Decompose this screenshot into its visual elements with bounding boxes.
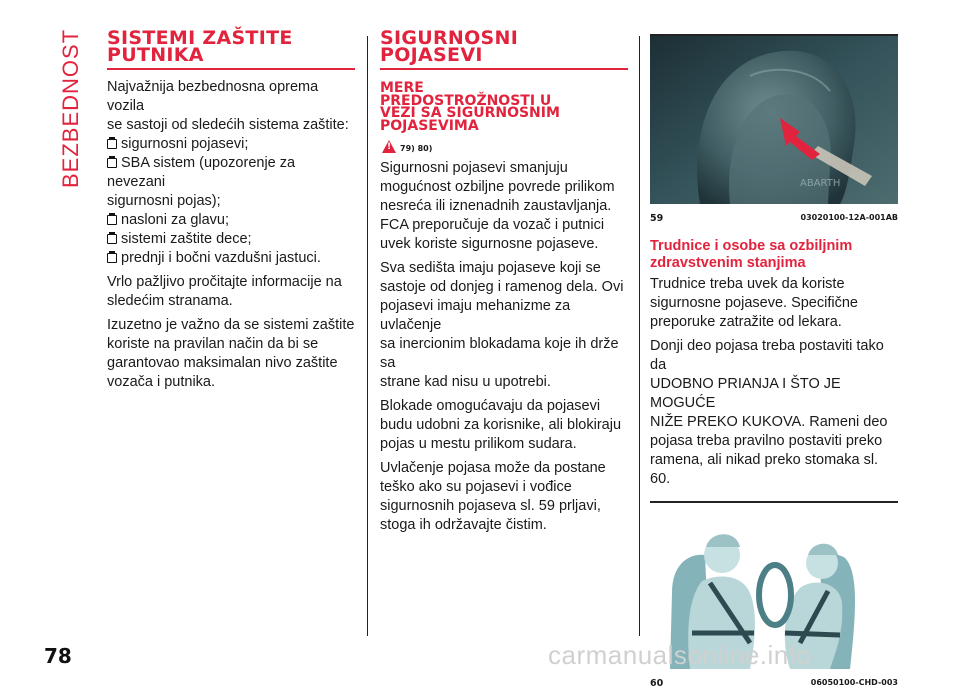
figure-59-caption: 59 03020100-12A-001AB: [650, 213, 898, 224]
subheading-seat-belt-precautions: MERE PREDOSTROŽNOSTI U VEZI SA SIGURNOSNIM POJASEVIMA: [380, 80, 560, 134]
seat-photo-illustration: [650, 36, 898, 204]
column-pregnant-women: [650, 34, 898, 689]
paragraph: Vrlo pažljivo pročitajte informacije na sledećim stranama.: [107, 274, 342, 309]
heading-seat-belts: SIGURNOSNI POJASEVI: [380, 30, 628, 70]
list-item: prednji i bočni vazdušni jastuci.: [107, 249, 355, 268]
page-number: 78: [44, 644, 72, 668]
bullet-icon: [107, 139, 117, 149]
section-side-label: BEZBEDNOST: [58, 28, 83, 188]
seat-belt-guide-photo: [650, 36, 898, 204]
paragraph: Izuzetno je važno da se sistemi zaštite koriste na pravilan način da bi se garantovao maksimalan nivo zaštite vozača i putnika.: [107, 317, 355, 390]
bullet-icon: [107, 253, 117, 263]
paragraph: Uvlačenje pojasa može da postane teško ako su pojasevi i vođice sigurnosnih pojaseva sl. 59 prljavi, stoga ih održavajte čistim.: [380, 460, 606, 533]
seat-logo-mark: ABARTH: [800, 178, 841, 189]
paragraph: Trudnice treba uvek da koriste sigurnosne pojaseve. Specifične preporuke zatražite od lekara.: [650, 276, 858, 330]
paragraph: Blokade omogućavaju da pojasevi budu udobni za korisnike, ali blokiraju pojas u mestu prilikom sudara.: [380, 398, 622, 452]
intro-paragraph: Najvažnija bezbednosna oprema vozila se sastoji od sledećih sistema zaštite:: [107, 79, 349, 133]
warning-triangle-icon: [382, 140, 396, 153]
list-item: sistemi zaštite dece;: [107, 230, 355, 249]
bullet-icon: [107, 215, 117, 225]
bullet-icon: [107, 158, 117, 168]
figure-59: [650, 34, 898, 224]
list-item: nasloni za glavu;: [107, 211, 355, 230]
figure-60-caption: 60 06050100-CHD-003: [650, 678, 898, 689]
list-item: SBA sistem (upozorenje za nevezani sigurnosni pojas);: [107, 155, 296, 209]
subheading-pregnant-women: Trudnice i osobe sa ozbiljnim zdravstvenim stanjima: [650, 238, 853, 271]
column-divider: [639, 36, 640, 636]
watermark: carmanualsonline.info: [548, 640, 812, 670]
bullet-icon: [107, 234, 117, 244]
paragraph: Sigurnosni pojasevi smanjuju mogućnost ozbiljne povrede prilikom nesreća ili iznenadnih zaustavljanja. FCA preporučuje da vozač i putnici uvek koriste sigurnosne pojaseve.: [380, 160, 615, 252]
column-seat-belts: [380, 27, 628, 540]
column-occupant-protection: [107, 27, 355, 397]
warning-reference: ! 79) 80): [382, 140, 628, 153]
heading-occupant-protection: SISTEMI ZAŠTITE PUTNIKA: [107, 30, 355, 70]
column-divider: [367, 36, 368, 636]
protection-systems-list: [107, 135, 355, 268]
paragraph: Sva sedišta imaju pojaseve koji se sastoje od donjeg i ramenog dela. Ovi pojasevi imaju mehanizme za uvlačenje sa inercionim blokadama koje ih drže sa strane kad nisu u upotrebi.: [380, 260, 624, 390]
paragraph: Donji deo pojasa treba postaviti tako da UDOBNO PRIANJA I ŠTO JE MOGUĆE NIŽE PREKO KUKOVA. Rameni deo pojasa treba pravilno postaviti preko ramena, ali nikad preko stomaka sl. 60.: [650, 338, 888, 487]
list-item: sigurnosni pojasevi;: [107, 135, 355, 154]
